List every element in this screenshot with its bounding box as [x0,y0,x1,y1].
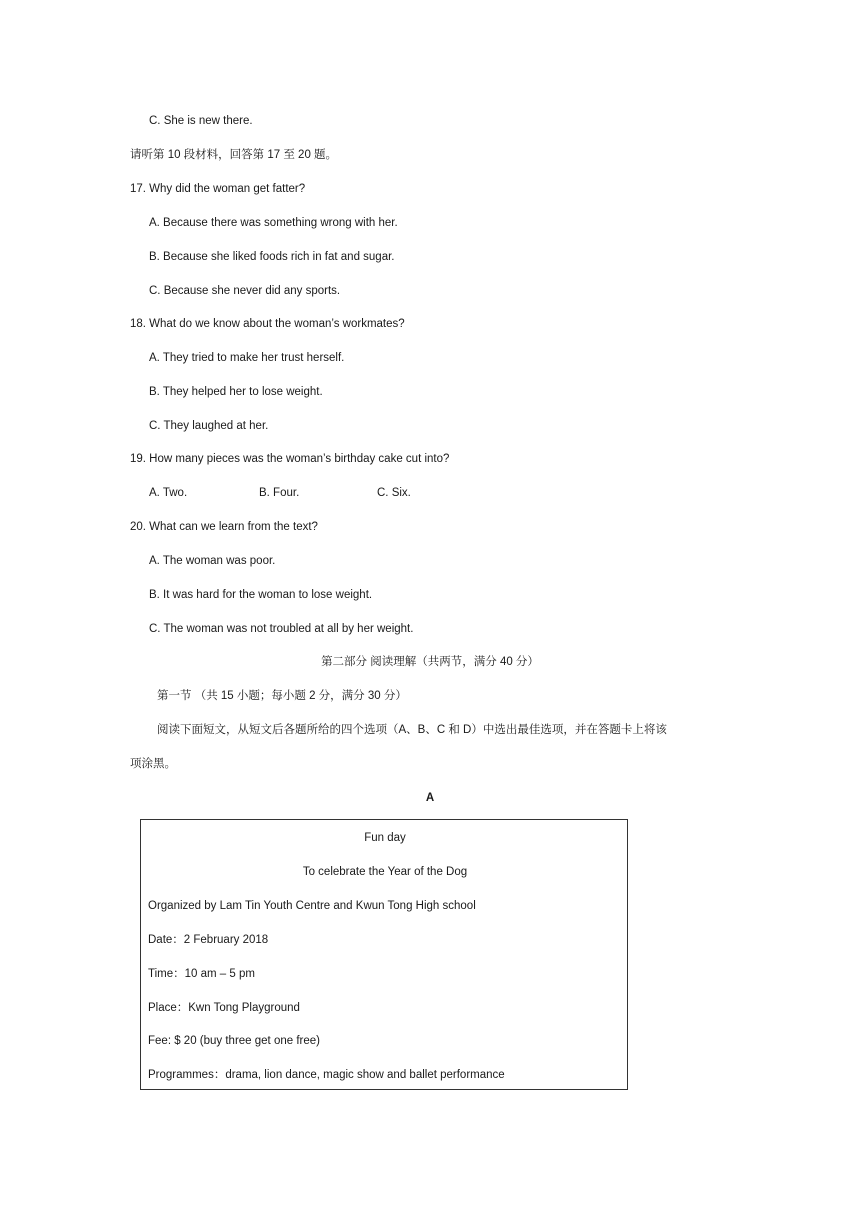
q20-option-b: B. It was hard for the woman to lose weight. [149,589,373,601]
question-18: 18. What do we know about the woman’s workmates? [130,318,405,330]
notice-box [140,819,628,1090]
question-19: 19. How many pieces was the woman’s birthday cake cut into? [130,453,450,465]
q20-option-a: A. The woman was poor. [149,555,276,567]
notice-title: Fun day [364,832,406,844]
notice-fee: Fee: $ 20 (buy three get one free) [148,1035,320,1047]
notice-time: Time：10 am – 5 pm [148,968,255,980]
q19-option-b: B. Four. [259,487,300,499]
notice-organizer: Organized by Lam Tin Youth Centre and Kwun Tong High school [148,900,476,912]
notice-programmes: Programmes：drama, lion dance, magic show and ballet performance [148,1069,505,1081]
q16-option-c: C. She is new there. [149,115,253,127]
q17-option-a: A. Because there was something wrong with her. [149,217,398,229]
listening-instruction: 请听第 10 段材料，回答第 17 至 20 题。 [130,149,338,161]
notice-place: Place：Kwn Tong Playground [148,1002,300,1014]
reading-section-title: 第一节 （共 15 小题；每小题 2 分，满分 30 分） [157,690,407,702]
reading-part-title: 第二部分 阅读理解（共两节，满分 40 分） [321,656,539,668]
reading-instruction-line1: 阅读下面短文，从短文后各题所给的四个选项（A、B、C 和 D）中选出最佳选项，并在答题卡上将该 [157,724,667,736]
passage-label: A [425,792,435,804]
notice-date: Date：2 February 2018 [148,934,269,946]
notice-subtitle: To celebrate the Year of the Dog [302,866,468,878]
q19-option-a: A. Two. [149,487,188,499]
question-17: 17. Why did the woman get fatter? [130,183,306,195]
q20-option-c: C. The woman was not troubled at all by her weight. [149,623,414,635]
q17-option-c: C. Because she never did any sports. [149,285,341,297]
q19-option-c: C. Six. [377,487,411,499]
question-20: 20. What can we learn from the text? [130,521,318,533]
q17-option-b: B. Because she liked foods rich in fat and sugar. [149,251,395,263]
q18-option-a: A. They tried to make her trust herself. [149,352,345,364]
q18-option-c: C. They laughed at her. [149,420,269,432]
reading-instruction-line2: 项涂黑。 [130,758,176,770]
q18-option-b: B. They helped her to lose weight. [149,386,323,398]
